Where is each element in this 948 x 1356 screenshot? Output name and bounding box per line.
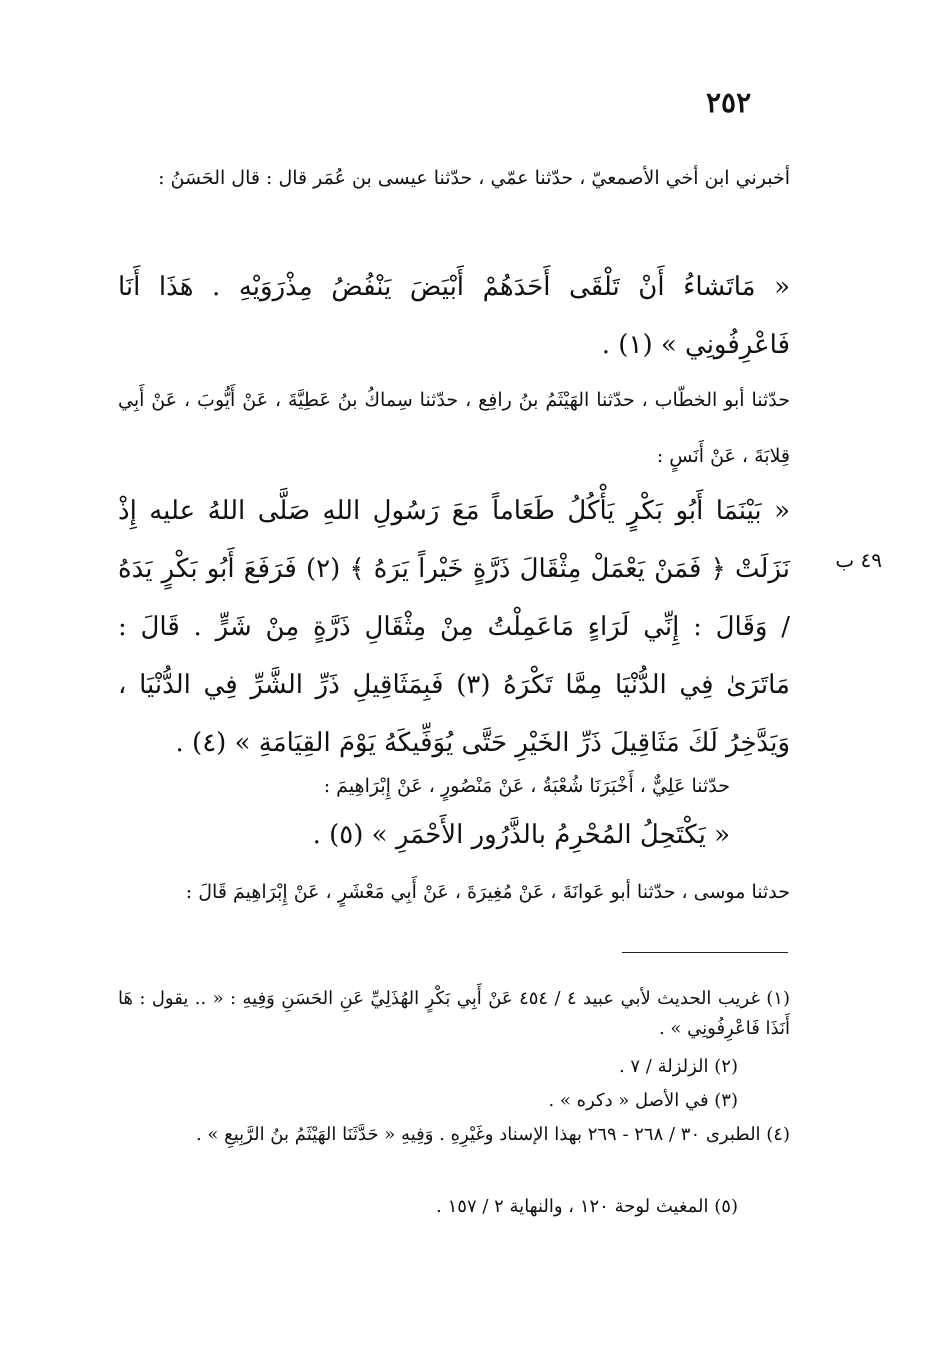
footnote-separator <box>622 952 788 953</box>
isnad-paragraph: أخبرني ابن أخي الأصمعيّ ، حدّثنا عمّي ، حدّثنا عيسى بن عُمَر قال : قال الحَسَنُ : <box>158 167 790 189</box>
footnote: (٣) في الأصل « دكره » . <box>548 1090 738 1111</box>
hadith-text: « مَاتَشاءُ أَنْ تَلْقَى أَحَدَهُمْ أَبْيَضَ يَنْفُضُ مِذْرَوَيْهِ . هَذَا أَنَا فَاعْرِفُونِي » (١) . <box>118 272 790 360</box>
footnote: (٤) الطبرى ٣٠ / ٢٦٨ - ٢٦٩ بهذا الإسناد وغَيْرِهِ . وَفِيهِ « حَدَّثَنَا الهَيْثَمُ بنُ الرَّبِيعِ » . <box>195 1124 790 1145</box>
margin-folio-reference: ٤٩ ب <box>835 548 882 572</box>
isnad-paragraph: حدثنا موسى ، حدّثنا أبو عَوانَةَ ، عَنْ مُغِيرَةَ ، عَنْ أَبِي مَعْشَرٍ ، عَنْ إِبْرَاهِيمَ قَالَ : <box>185 881 790 903</box>
hadith-text: « يَكْتَحِلُ المُحْرِمُ بالذَّرُور الأَحْمَرِ » (٥) . <box>312 820 730 850</box>
footnote: (٥) المغيث لوحة ١٢٠ ، والنهاية ٢ / ١٥٧ . <box>436 1196 738 1217</box>
isnad-paragraph: حدّثنا أبو الخطّاب ، حدّثنا الهَيْثَمُ بنُ رافِع ، حدّثنا سِماكُ بنُ عَطِيَّةَ ، عَنْ أَيُّوبَ ، عَنْ أَبِي قِلابَةَ ، عَنْ أَنَسٍ : <box>118 389 790 467</box>
hadith-text: « بَيْنَمَا أَبُو بَكْرٍ يَأْكُلُ طَعَاماً مَعَ رَسُولِ اللهِ صَلَّى اللهُ عليه إِذْ نَزَلَتْ ﴿ فَمَنْ يَعْمَلْ مِثْقَالَ ذَرَّةٍ خَيْراً يَرَهُ ﴾ (٢) فَرَفَعَ أَبُو بَكْرٍ يَدَهُ / وَقَالَ : إِنِّي لَرَاءٍ مَاعَمِلْتُ مِنْ مِثْقَالِ ذَرَّةٍ مِنْ شَرٍّ . قَالَ : مَاتَرَىٰ فِي الدُّنْيَا مِمَّا تَكْرَهُ (٣) فَبِمَثَاقِيلِ ذَرِّ الشَّرِّ فِي الدُّنْيَا ، وَيَدَّخِرُ لَكَ مَثَاقِيلَ ذَرِّ الخَيْرِ حَتَّى يُوَفِّيكَهُ يَوْمَ القِيَامَةِ » (٤) . <box>118 496 790 758</box>
footnote: (٢) الزلزلة / ٧ . <box>618 1056 738 1077</box>
footnote: (١) غريب الحديث لأبي عبيد ٤ / ٤٥٤ عَنْ أَبِي بَكْرٍ الهُذَلِيِّ عَنِ الحَسَنِ وَفِيهِ : « .. يقول : هَا أَنَذَا فَاعْرِفُونِي » . <box>118 988 790 1039</box>
page-number: ٢٥٢ <box>706 86 752 119</box>
isnad-paragraph: حدّثنا عَلِيٌّ ، أَخْبَرَنَا شُعْبَةُ ، عَنْ مَنْصُورٍ ، عَنْ إِبْرَاهِيمَ : <box>323 775 730 797</box>
